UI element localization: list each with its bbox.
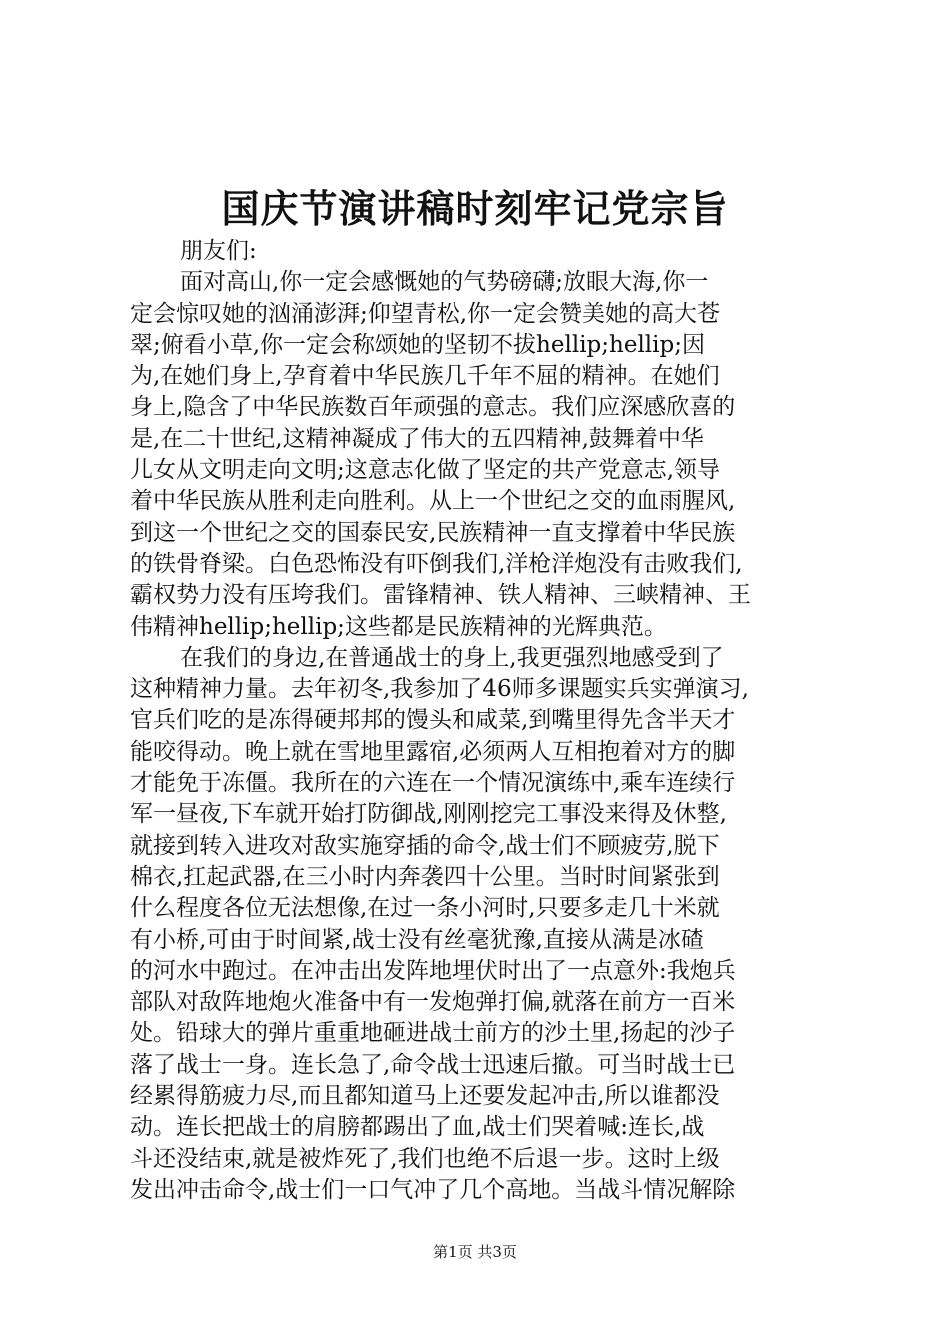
text-line: 斗还没结束,就是被炸死了,我们也绝不后退一步。这时上级 <box>130 1145 720 1172</box>
text-line: 动。连长把战士的肩膀都踢出了血,战士们哭着喊:连长,战 <box>130 1114 705 1141</box>
text-line: 发出冲击命令,战士们一口气冲了几个高地。当战斗情况解除 <box>130 1176 736 1203</box>
text-line: 在我们的身边,在普通战士的身上,我更强烈地感受到了 <box>180 644 724 671</box>
text-line: 着中华民族从胜利走向胜利。从上一个世纪之交的血雨腥风, <box>130 488 736 515</box>
text-line: 部队对敌阵地炮火准备中有一发炮弹打偏,就落在前方一百米 <box>130 989 736 1016</box>
text-line: 官兵们吃的是冻得硬邦邦的馒头和咸菜,到嘴里得先含半天才 <box>130 707 736 734</box>
text-line: 什么程度各位无法想像,在过一条小河时,只要多走几十米就 <box>130 895 720 922</box>
text-line: 落了战士一身。连长急了,命令战士迅速后撤。可当时战士已 <box>130 1051 736 1078</box>
text-line: 定会惊叹她的汹涌澎湃;仰望青松,你一定会赞美她的高大苍 <box>130 300 721 327</box>
text-line: 经累得筋疲力尽,而且都知道马上还要发起冲击,所以谁都没 <box>130 1083 720 1110</box>
text-line: 面对高山,你一定会感慨她的气势磅礴;放眼大海,你一 <box>180 269 709 296</box>
text-line: 棉衣,扛起武器,在三小时内奔袭四十公里。当时时间紧张到 <box>130 863 720 890</box>
text-line: 就接到转入进攻对敌实施穿插的命令,战士们不顾疲劳,脱下 <box>130 832 720 859</box>
text-line: 这种精神力量。去年初冬,我参加了46师多课题实兵实弹演习, <box>130 676 749 703</box>
text-line: 的河水中跑过。在冲击出发阵地埋伏时出了一点意外:我炮兵 <box>130 957 736 984</box>
text-line: 为,在她们身上,孕育着中华民族几千年不屈的精神。在她们 <box>130 363 720 390</box>
text-line: 伟精神hellip;hellip;这些都是民族精神的光辉典范。 <box>130 613 667 640</box>
text-line: 身上,隐含了中华民族数百年顽强的意志。我们应深感欣喜的 <box>130 394 736 421</box>
text-line: 是,在二十世纪,这精神凝成了伟大的五四精神,鼓舞着中华 <box>130 425 704 452</box>
text-line: 儿女从文明走向文明;这意志化做了坚定的共产党意志,领导 <box>130 457 721 484</box>
document-body <box>130 236 830 1206</box>
text-line: 到这一个世纪之交的国泰民安,民族精神一直支撑着中华民族 <box>130 519 736 546</box>
text-line: 能咬得动。晚上就在雪地里露宿,必须两人互相抱着对方的脚 <box>130 738 736 765</box>
text-line: 翠;俯看小草,你一定会称颂她的坚韧不拔hellip;hellip;因 <box>130 331 705 358</box>
text-line: 朋友们: <box>180 238 257 264</box>
text-line: 军一昼夜,下车就开始打防御战,刚刚挖完工事没来得及休整, <box>130 801 727 828</box>
text-line: 才能免于冻僵。我所在的六连在一个情况演练中,乘车连续行 <box>130 770 736 797</box>
page-number-footer: 第1页 共3页 <box>433 1243 517 1261</box>
document-title: 国庆节演讲稿时刻牢记党宗旨 <box>221 186 729 231</box>
text-line: 处。铅球大的弹片重重地砸进战士前方的沙土里,扬起的沙子 <box>130 1020 736 1047</box>
text-line: 霸权势力没有压垮我们。雷锋精神、铁人精神、三峡精神、王 <box>130 582 751 609</box>
text-line: 的铁骨脊梁。白色恐怖没有吓倒我们,洋枪洋炮没有击败我们, <box>130 550 743 577</box>
text-line: 有小桥,可由于时间紧,战士没有丝毫犹豫,直接从满是冰碴 <box>130 926 704 953</box>
